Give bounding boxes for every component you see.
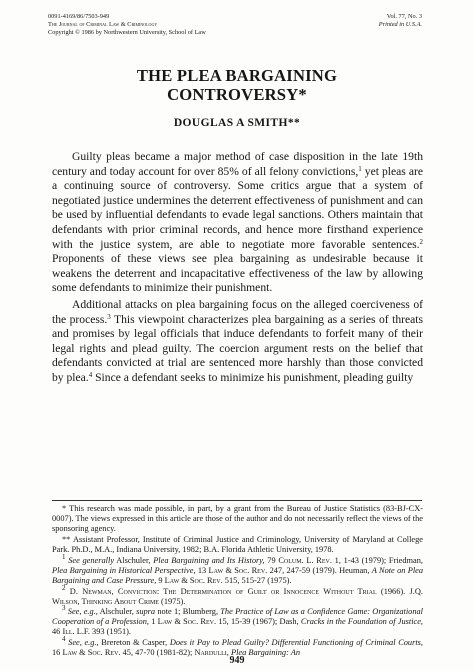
- fn1-k: A Note on Plea Bargaining and Case Pressure,: [52, 566, 424, 586]
- fn3-l: 393 (1951).: [89, 627, 131, 637]
- fn4-c: Does it Pay to Plead Guilty? Differential Functioning of Criminal Courts,: [169, 637, 423, 647]
- fn4-a: See, e.g.,: [68, 637, 99, 647]
- footnotes: [52, 504, 423, 658]
- footnote-double-star: ** Assistant Professor, Institute of Criminal Justice and Criminology, University of Maryland at College Park. Ph.D., M.A., Indiana University, 1982; B.A. Florida Athletic University, 1978.: [52, 534, 423, 554]
- fn1-f: 1, 1-43 (1979); Friedman,: [331, 556, 423, 566]
- fn4-b: Brereton & Casper,: [98, 637, 170, 647]
- copyright-line: Copyright © 1986 by Northwestern University, School of Law: [48, 29, 206, 36]
- journal-name: The Journal of Criminal Law & Criminology: [48, 21, 158, 28]
- fn4-f: 45, 47-70 (1981-82);: [120, 647, 195, 657]
- fn4-d: 16: [52, 647, 63, 657]
- fn2-d: (1975).: [158, 596, 186, 606]
- fn3-f: 1: [148, 617, 158, 627]
- fn1-h: 13: [195, 566, 209, 576]
- paragraph-1: [52, 150, 423, 296]
- footnote-3: [52, 604, 424, 638]
- fn2-b: (1966).: [376, 586, 410, 596]
- footnote-4-number: 4: [62, 634, 66, 643]
- fn3-k: Ill. L.F.: [62, 627, 90, 637]
- footnote-divider: [52, 500, 422, 501]
- footnote-ref-1: 1: [358, 164, 362, 173]
- fn1-a: See generally: [68, 556, 115, 566]
- page-number: 949: [229, 655, 245, 666]
- article-body: [52, 150, 423, 386]
- p1-text-c: Proponents of these views see plea bargaining as undesirable because it weakens the deterrent and incapacitative effectiveness of the law by allowing some defendants to minimize their punishment.: [52, 252, 423, 295]
- p2-text-b: This viewpoint characterizes plea bargaining as a series of threats and promises by legal officials that induce defendants to forfeit many of their legal rights and plead guilty. The coercion argument rests on the belief that defendants convicted at trial are sentenced more harshly than those convicted by plea.: [52, 312, 423, 384]
- fn1-c: Plea Bargaining and Its History,: [153, 556, 265, 566]
- fn1-n: 515, 515-27 (1975).: [222, 576, 292, 586]
- fn1-l: 9: [156, 576, 165, 586]
- footnote-2: [52, 583, 423, 607]
- fn3-b: Alschuler,: [97, 607, 137, 617]
- printed-in: Printed in U.S.A.: [378, 21, 422, 28]
- journal-header-left: [48, 13, 206, 37]
- fn1-j: 247, 247-59 (1979). Heuman,: [267, 566, 372, 576]
- article-title: [0, 66, 474, 104]
- footnote-1: [52, 553, 424, 587]
- author-name: DOUGLAS A SMITH**: [173, 117, 301, 129]
- p2-text-c: Since a defendant seeks to minimize his punishment, pleading guilty: [92, 370, 414, 384]
- fn1-e: Colum. L. Rev.: [278, 556, 332, 566]
- volume-info: Vol. 77, No. 3: [386, 13, 422, 20]
- p1-text-b: yet pleas are a continuing source of controversy. Some critics argue that a system of negotiated justice undermines the deterrent effectiveness of punishment and can be used by influential defendants to evade legal sanctions. Others maintain that defendants with prior criminal records, and hence more firsthand experience with the justice system, are able to negotiate more favorable sentences.: [52, 164, 423, 251]
- fn4-i: Plea Bargaining: An: [231, 647, 301, 657]
- fn1-m: Law & Soc. Rev.: [164, 576, 223, 586]
- paragraph-2: [52, 298, 423, 386]
- footnote-ref-2: 2: [419, 237, 423, 246]
- fn1-g: Plea Bargaining in Historical Perspective,: [52, 566, 196, 576]
- footnote-ref-4: 4: [88, 370, 93, 379]
- fn3-e: The Practice of Law as a Confidence Game: Organizational Cooperation of a Profession,: [52, 607, 423, 627]
- fn3-c: supra: [136, 607, 156, 617]
- fn2-c: J.Q. Wilson, Thinking About Crime: [52, 586, 423, 606]
- article-code: 0091-4169/86/7503-949: [48, 13, 110, 20]
- fn1-i: Law & Soc. Rev.: [208, 566, 268, 576]
- fn3-j: 46: [52, 627, 63, 637]
- footnote-star: * This research was made possible, in part, by a grant from the Bureau of Justice Statistics (83-BJ-CX-0007). The views expressed in this article are those of the author and do not necessarily reflect the views of the sponsoring agency.: [52, 504, 423, 534]
- p1-text-a: Guilty pleas became a major method of case disposition in the late 19th century and today account for over 85% of all felony convictions,: [52, 150, 423, 178]
- title-line-1: THE PLEA BARGAINING: [136, 66, 338, 85]
- footnote-1-number: 1: [62, 553, 66, 562]
- fn3-a: See, e.g.,: [67, 607, 98, 617]
- fn1-b: Alschuler,: [114, 556, 154, 566]
- footnote-2-number: 2: [62, 583, 66, 592]
- fn3-d: note 1; Blumberg,: [155, 607, 221, 617]
- fn3-g: Law & Soc. Rev.: [157, 617, 217, 627]
- fn3-h: 15, 15-39 (1967); Dash,: [216, 617, 301, 627]
- fn2-a: D. Newman, Conviction: The Determination of Guilt or Innocence Without Trial: [69, 586, 377, 596]
- footnote-3-number: 3: [62, 604, 66, 613]
- fn1-d: 79: [264, 556, 279, 566]
- journal-header-right: [379, 13, 422, 29]
- fn4-e: Law & Soc. Rev.: [62, 647, 121, 657]
- p2-text-a: Additional attacks on plea bargaining focus on the alleged coerciveness of the process.: [52, 297, 423, 326]
- fn4-g: Nardulli,: [194, 647, 229, 657]
- footnote-ref-3: 3: [107, 312, 111, 321]
- fn3-i: Cracks in the Foundation of Justice,: [300, 617, 424, 627]
- title-line-2: CONTROVERSY*: [167, 85, 307, 104]
